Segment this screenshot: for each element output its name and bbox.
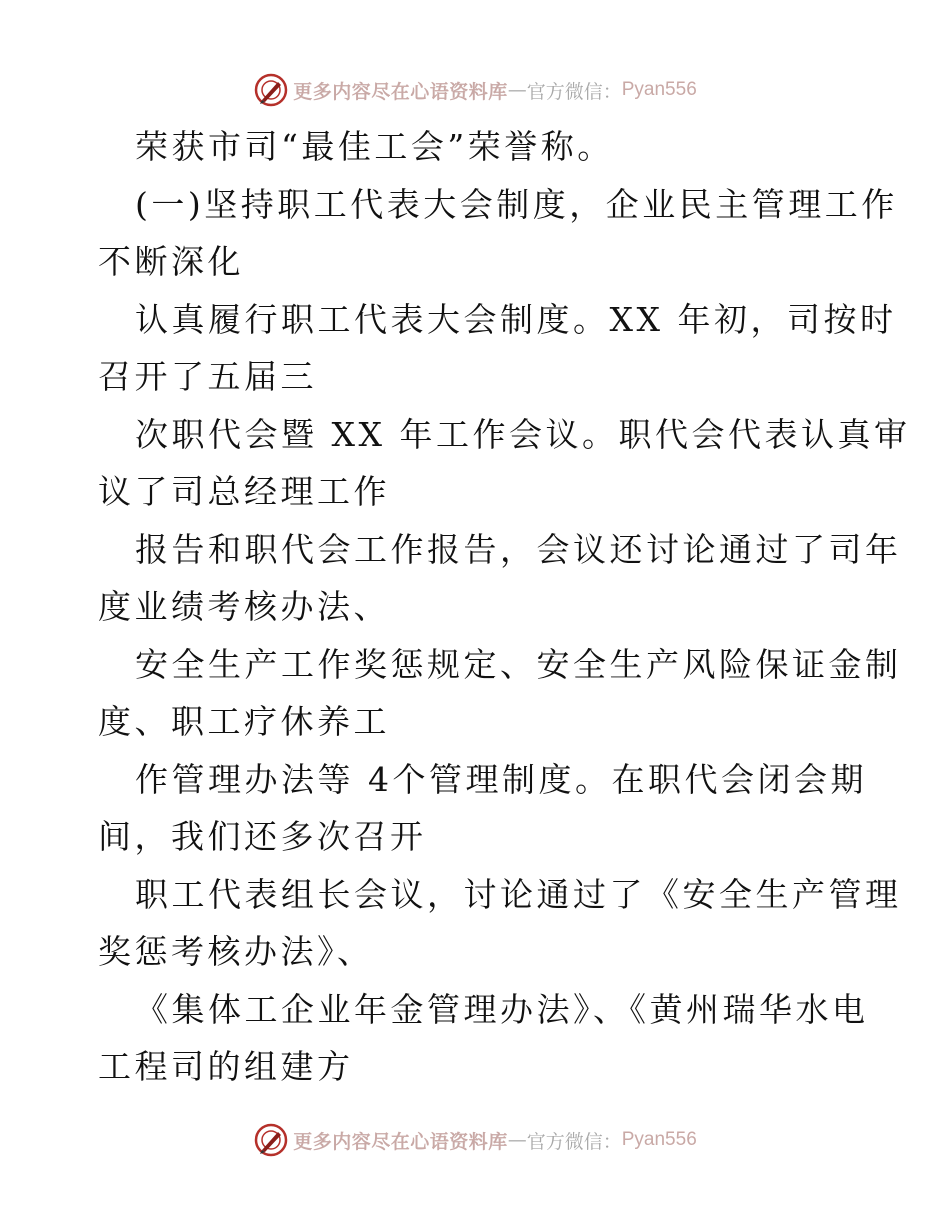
text-line: 安全生产工作奖惩规定、安全生产风险保证金制 [135,644,902,684]
text-line: 度、职工疗休养工 [98,702,390,741]
text-line: 议了司总经理工作 [98,472,390,511]
watermark-wechat-id: Pyan556 [621,1129,697,1150]
watermark-dash: — [507,79,527,101]
text-line: 荣获市司“最佳工会”荣誉称。 [135,127,614,166]
watermark-site-text: 更多内容尽在心语资料库 [293,1130,508,1153]
document-body [98,118,911,1096]
text-line: 《集体工企业年金管理办法》、《黄州瑞华水电 [135,989,869,1029]
watermark-label: 官方微信： [526,1130,622,1153]
watermark-site-text: 更多内容尽在心语资料库 [293,80,508,103]
text-line: 报告和职代会工作报告，会议还讨论通过了司年 [135,529,902,569]
text-line: 不断深化 [98,242,244,281]
text-line: 作管理办法等 4个管理制度。在职代会闭会期 [135,759,867,799]
text-line: 召开了五届三 [98,357,317,396]
pen-logo-icon [253,1122,289,1158]
text-line: 认真履行职工代表大会制度。XX 年初，司按时 [135,299,897,339]
watermark-label: 官方微信： [526,80,622,103]
watermark-wechat-id: Pyan556 [621,79,697,100]
text-line: 工程司的组建方 [98,1047,354,1086]
watermark-header [0,70,950,110]
section-heading: (一)坚持职工代表大会制度，企业民主管理工作 [135,184,898,224]
text-line: 奖惩考核办法》、 [98,932,374,971]
watermark-footer [0,1120,950,1160]
text-line: 间，我们还多次召开 [98,817,427,856]
text-line: 次职代会暨 XX 年工作会议。职代会代表认真审 [135,414,911,454]
text-line: 度业绩考核办法、 [98,587,390,626]
pen-logo-icon [253,72,289,108]
text-line: 职工代表组长会议，讨论通过了《安全生产管理 [135,874,902,914]
watermark-dash: — [507,1129,527,1151]
